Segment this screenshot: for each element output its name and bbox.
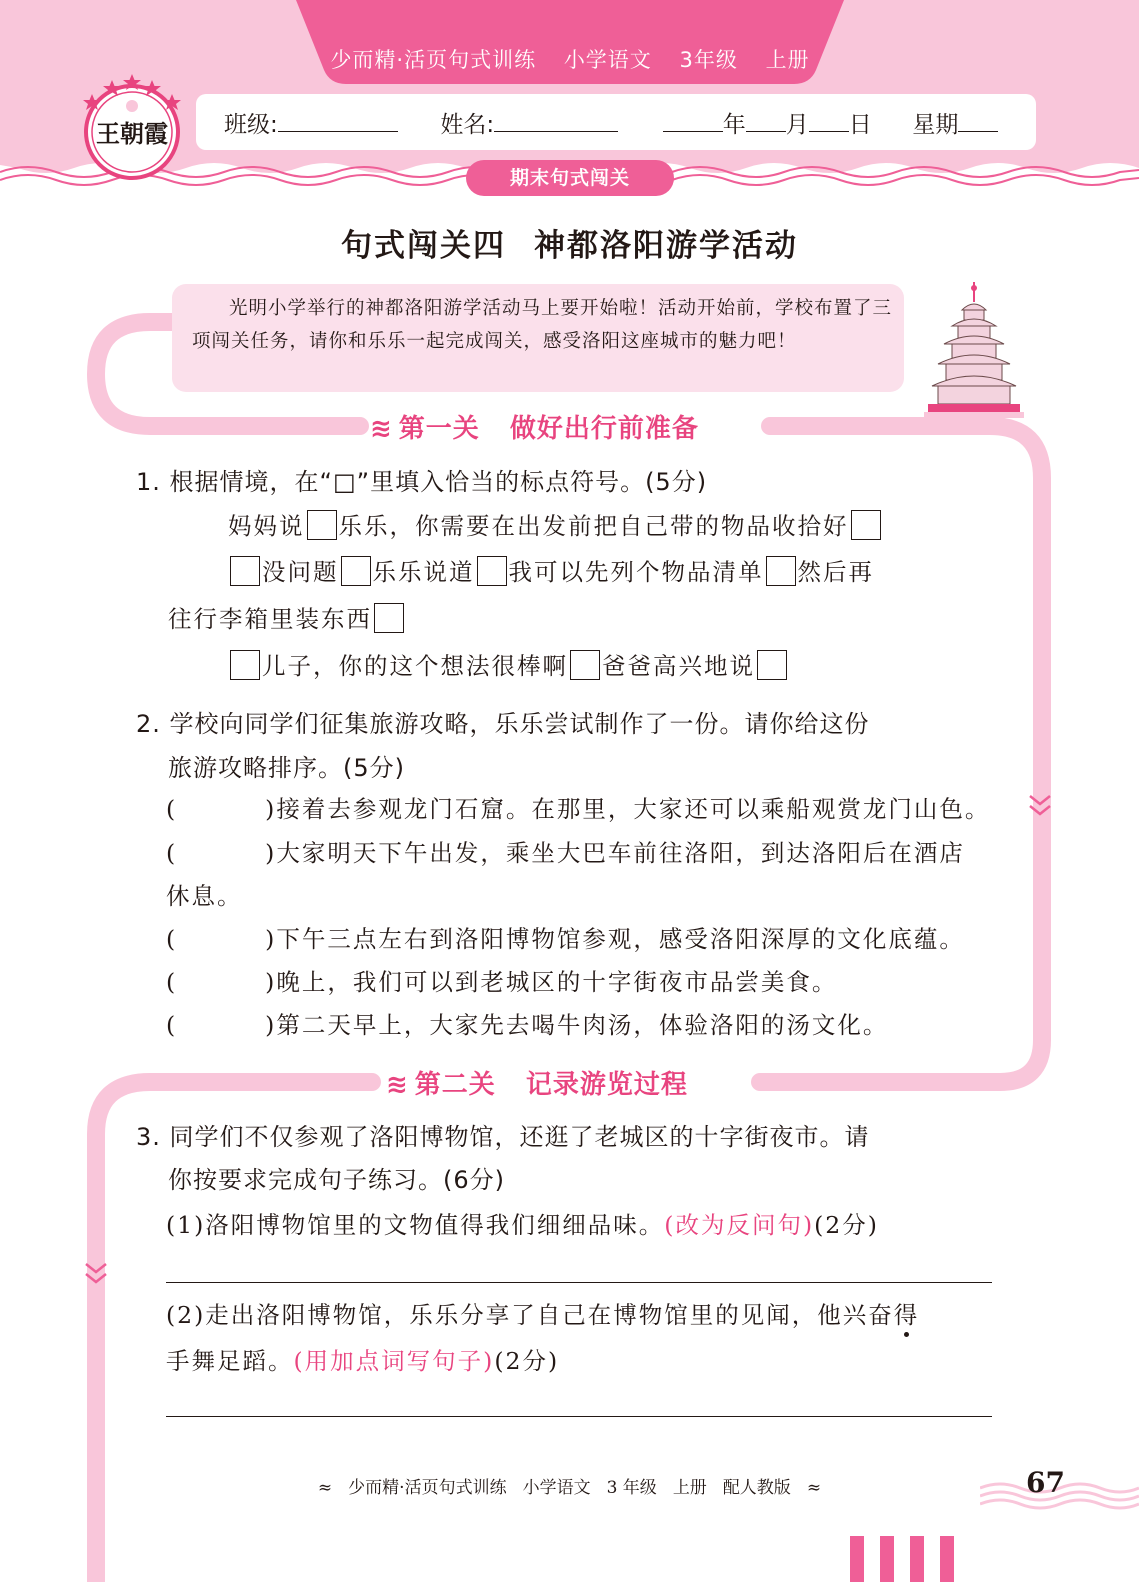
q1-text: 乐乐说道: [372, 558, 475, 586]
header-term: 上册: [765, 48, 810, 72]
punct-box[interactable]: [851, 510, 881, 540]
q3-sub2-score: (2分): [494, 1347, 560, 1375]
q3-sub2-requirement: (用加点词写句子): [293, 1347, 495, 1375]
title-part1: 句式闯关四: [341, 228, 506, 264]
q2-item-text: 下午三点左右到洛阳博物馆参观，感受洛阳深厚的文化底蕴。: [276, 925, 965, 953]
punct-box[interactable]: [477, 556, 507, 586]
wave-icon: ≈: [806, 1478, 822, 1498]
footer-grade: 3 年级: [606, 1478, 657, 1498]
q1-text: 儿子，你的这个想法很棒啊: [262, 652, 568, 680]
q1-line2: [228, 553, 874, 587]
paren-open: (: [166, 925, 178, 953]
q2-item: [166, 790, 990, 824]
q2-item-text: 第二天早上，大家先去喝牛肉汤，体验洛阳的汤文化。: [276, 1011, 889, 1039]
q1-text: 爸爸高兴地说: [602, 652, 755, 680]
pagoda-icon: [922, 280, 1026, 420]
q3-prompt-line1: 3. 同学们不仅参观了洛阳博物馆，还逛了老城区的十字街夜市。请: [136, 1123, 870, 1151]
paren-open: (: [166, 795, 178, 823]
paren-open: (: [166, 839, 178, 867]
q1-text: 往行李箱里装东西: [168, 605, 372, 633]
q2-item: [166, 1006, 888, 1040]
wave-icon: ≋: [386, 1070, 409, 1100]
footer-term: 上册: [672, 1478, 707, 1498]
footer-series: 少而精·活页句式训练: [348, 1478, 507, 1498]
answer-line[interactable]: [166, 1416, 992, 1417]
brand-name: 王朝霞: [96, 119, 168, 148]
paren-open: (: [166, 968, 178, 996]
q1-line3: [168, 600, 406, 634]
q2-item: [166, 963, 837, 997]
intro-text: 光明小学举行的神都洛阳游学活动马上要开始啦！活动开始前，学校布置了三项闯关任务，请你和乐乐一起完成闯关，感受洛阳这座城市的魅力吧！: [192, 298, 893, 352]
stage1-task: 做好出行前准备: [509, 414, 699, 444]
answer-line[interactable]: [166, 1282, 992, 1283]
punct-box[interactable]: [766, 556, 796, 586]
title-part2: 神都洛阳游学活动: [534, 228, 798, 264]
q3-prompt-line2: 你按要求完成句子练习。(6分): [168, 1166, 505, 1194]
paren-close: ): [265, 1011, 277, 1039]
header-series: 少而精·活页句式训练: [330, 48, 537, 72]
q2-item: [166, 834, 965, 868]
footer-bar: [880, 1536, 894, 1582]
q2-item-text: 晚上，我们可以到老城区的十字街夜市品尝美食。: [276, 968, 838, 996]
month-label: 月: [785, 112, 809, 138]
page-title: [0, 220, 1139, 265]
paren-open: (: [166, 1011, 178, 1039]
q3-sub1-text: (1)洛阳博物馆里的文物值得我们细细品味。: [166, 1211, 665, 1239]
paren-close: ): [265, 925, 277, 953]
paren-close: ): [265, 795, 277, 823]
punct-box[interactable]: [230, 556, 260, 586]
stage2-heading: [386, 1064, 688, 1102]
footer-bar: [910, 1536, 924, 1582]
paren-close: ): [265, 839, 277, 867]
paren-close: ): [265, 968, 277, 996]
section-tag: 期末句式闯关: [466, 160, 674, 196]
q1-text: 没问题: [262, 558, 339, 586]
day-label: 日: [848, 112, 872, 138]
q2-item: [166, 920, 965, 954]
footer-bar: [850, 1536, 864, 1582]
footer-bar: [940, 1536, 954, 1582]
class-label: 班级:: [224, 112, 278, 138]
q3-sub2-line1: [166, 1296, 919, 1330]
q2-item-text: 接着去参观龙门石窟。在那里，大家还可以乘船观赏龙门山色。: [276, 795, 991, 823]
name-label: 姓名:: [440, 112, 495, 138]
weekday-label: 星期: [912, 112, 959, 138]
q3-sub1: [166, 1206, 879, 1240]
q1-line1: [228, 507, 883, 541]
stage1-name: 第一关: [398, 414, 480, 444]
punct-box[interactable]: [374, 603, 404, 633]
footer-text: [0, 1473, 1139, 1498]
q3-sub2-text: 手舞足蹈。: [166, 1347, 294, 1375]
footer-subject: 小学语文: [522, 1478, 591, 1498]
year-label: 年: [722, 112, 746, 138]
q1-text: 然后再: [797, 558, 874, 586]
punct-box[interactable]: [757, 650, 787, 680]
q2-prompt-line1: 2. 学校向同学们征集旅游攻略，乐乐尝试制作了一份。请你给这份: [136, 710, 870, 738]
stage1-heading: [370, 408, 699, 446]
q3-sub2-line2: [166, 1342, 559, 1376]
stage2-task: 记录游览过程: [525, 1070, 688, 1100]
q1-text: 妈妈说: [228, 512, 305, 540]
stage2-name: 第二关: [414, 1070, 496, 1100]
q1-text: 我可以先列个物品清单: [508, 558, 764, 586]
emphasized-word: 得: [893, 1301, 920, 1329]
q2-item-continuation: 休息。: [166, 882, 243, 910]
header-subject: 小学语文: [563, 48, 652, 72]
q1-line4: [228, 647, 789, 681]
punct-box[interactable]: [230, 650, 260, 680]
q3-sub1-requirement: (改为反问句): [664, 1211, 815, 1239]
footer-edition: 配人教版: [722, 1478, 791, 1498]
punct-box[interactable]: [570, 650, 600, 680]
wave-icon: ≋: [370, 414, 393, 444]
q3-sub2-text: (2)走出洛阳博物馆，乐乐分享了自己在博物馆里的见闻，他兴奋: [166, 1301, 894, 1329]
q1-text: 乐乐，你需要在出发前把自己带的物品收拾好: [338, 512, 849, 540]
punct-box[interactable]: [341, 556, 371, 586]
q2-item-text: 大家明天下午出发，乘坐大巴车前往洛阳，到达洛阳后在酒店: [276, 839, 965, 867]
wave-icon: ≈: [317, 1478, 333, 1498]
punct-box[interactable]: [307, 510, 337, 540]
header-grade: 3年级: [679, 48, 738, 72]
q2-prompt-line2: 旅游攻略排序。(5分): [168, 754, 405, 782]
page-number: 67: [1026, 1466, 1065, 1499]
q1-prompt: 1. 根据情境，在“□”里填入恰当的标点符号。(5分): [136, 468, 708, 496]
q3-sub1-score: (2分): [814, 1211, 879, 1239]
